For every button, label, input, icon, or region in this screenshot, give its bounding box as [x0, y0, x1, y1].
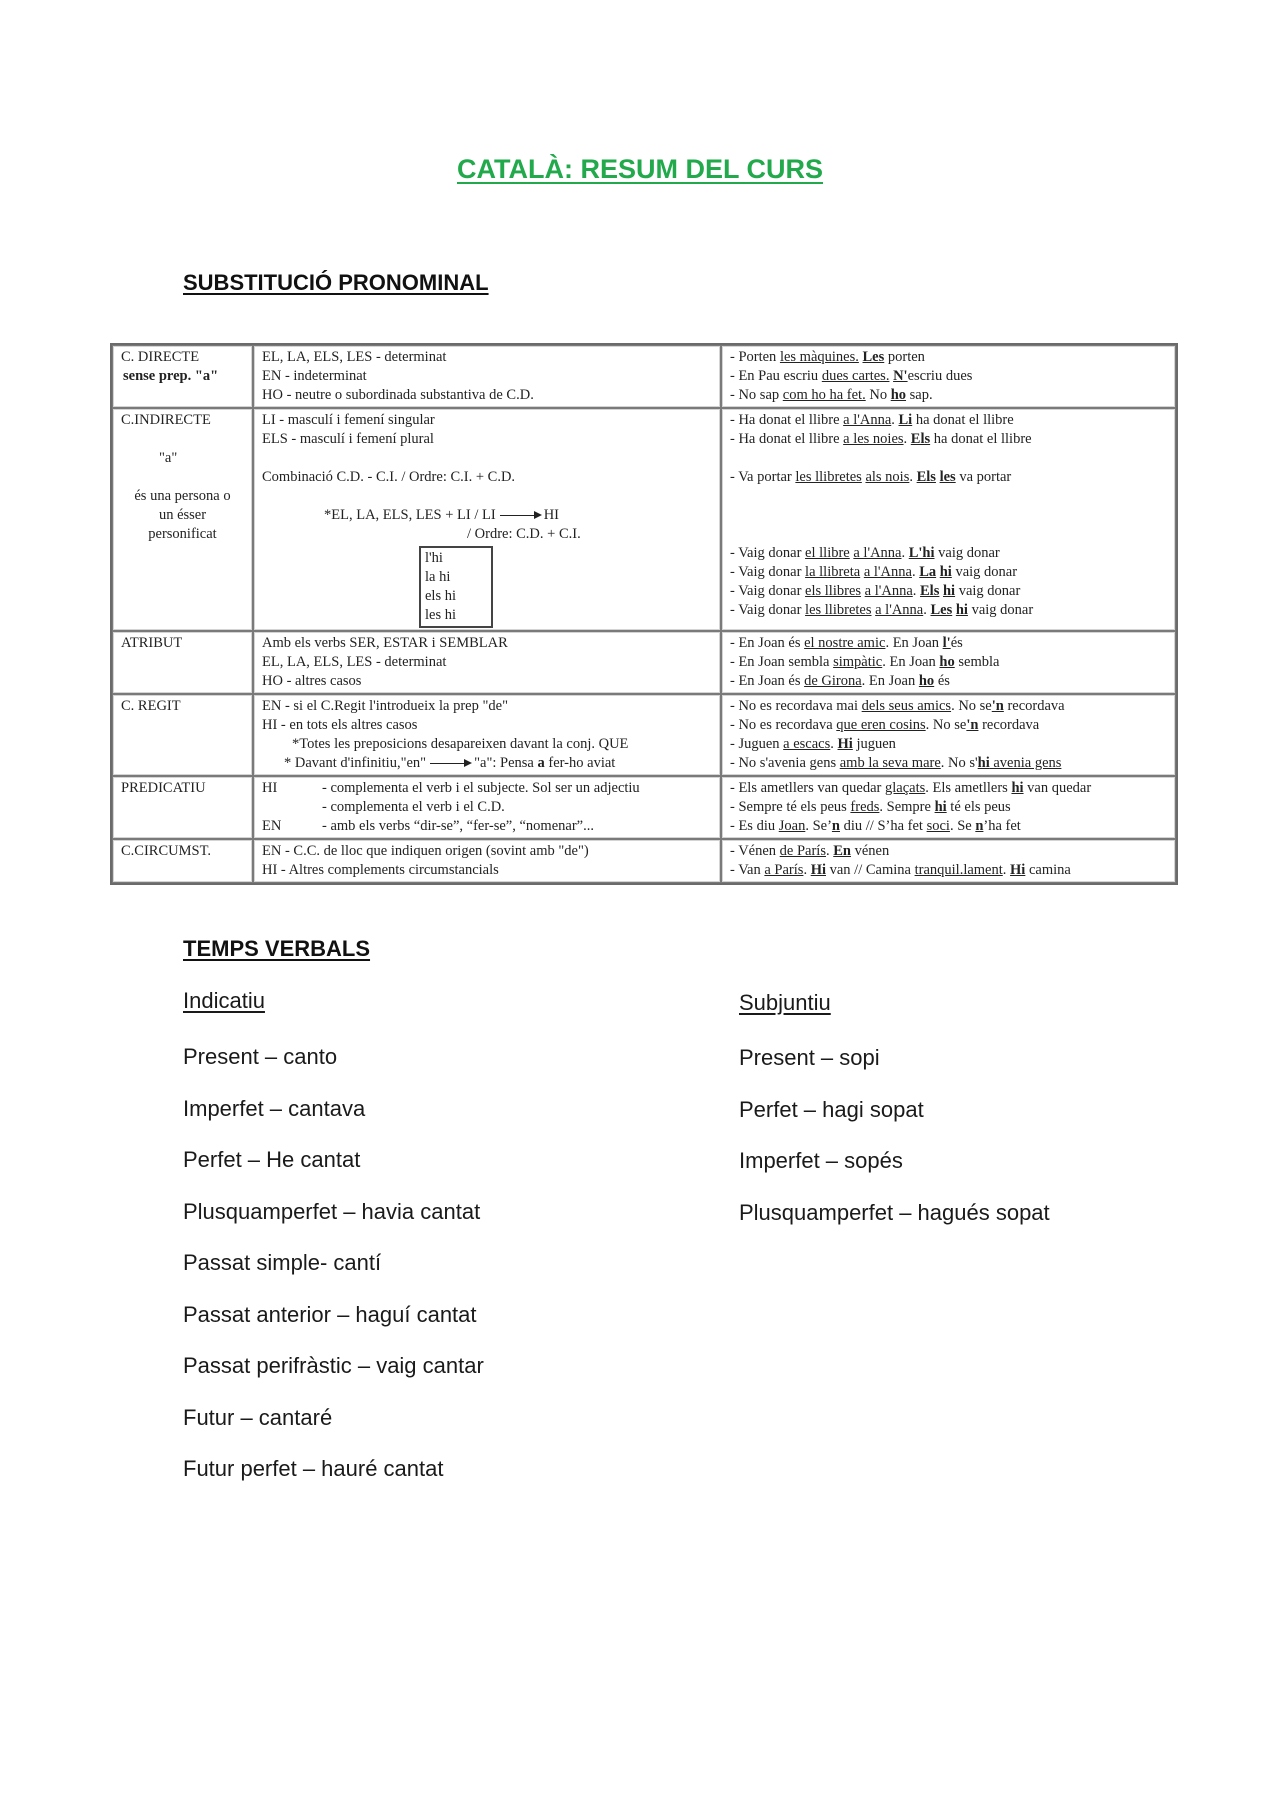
cell-rule: [253, 345, 721, 408]
subjuntiu-heading: Subjuntiu: [739, 990, 831, 1015]
combination-item: l'hi: [425, 550, 443, 566]
rule-line: HI - Altres complements circumstancials: [262, 862, 499, 878]
cell-category: [112, 694, 253, 776]
arrow-right-icon: [500, 515, 540, 516]
table-row-regit: [112, 694, 1176, 776]
rule-line: ELS - masculí i femení plural: [262, 431, 434, 447]
rule-line: Amb els verbs SER, ESTAR i SEMBLAR: [262, 635, 508, 651]
example-line: - En Joan és de Girona. En Joan ho és: [730, 673, 950, 689]
rule-line: EN - amb els verbs “dir-se”, “fer-se”, “nomenar”...: [262, 818, 594, 834]
list-item: Passat simple- cantí: [183, 1250, 382, 1275]
category-note: és una persona o: [134, 488, 231, 504]
cell-category: [112, 839, 253, 883]
pronominal-table-container: [110, 343, 1174, 885]
category-label: C. DIRECTE: [121, 349, 200, 365]
cell-category: [112, 631, 253, 694]
category-label: C.INDIRECTE: [121, 412, 211, 428]
rule-line: EL, LA, ELS, LES - determinat: [262, 349, 447, 365]
cell-example: [721, 345, 1176, 408]
section-heading-temps: TEMPS VERBALS: [183, 936, 371, 961]
indicatiu-list: [183, 1042, 484, 1506]
cell-rule: [253, 839, 721, 883]
cell-category: [112, 776, 253, 839]
table-row-atribut: [112, 631, 1176, 694]
combination-item: la hi: [425, 569, 451, 585]
example-line: - Va portar les llibretes als nois. Els les va portar: [730, 469, 1012, 485]
category-label: C. REGIT: [121, 698, 181, 714]
category-note: un ésser: [158, 507, 207, 523]
example-line: - Els ametllers van quedar glaçats. Els ametllers hi van quedar: [730, 780, 1092, 796]
cell-rule: [253, 776, 721, 839]
rule-line: - complementa el verb i el C.D.: [322, 799, 505, 815]
rule-line: * Davant d'infinitiu,"en" "a": Pensa a fer-ho aviat: [284, 755, 616, 771]
example-line: - Ha donat el llibre a l'Anna. Li ha donat el llibre: [730, 412, 1014, 428]
list-item: Passat anterior – haguí cantat: [183, 1301, 477, 1327]
table-row-circumst: [112, 839, 1176, 883]
rule-line: HI - en tots els altres casos: [262, 717, 418, 733]
example-line: - En Pau escriu dues cartes. N'escriu dues: [730, 368, 973, 384]
list-item: Plusquamperfet – havia cantat: [183, 1198, 481, 1224]
example-line: - Sempre té els peus freds. Sempre hi té els peus: [730, 799, 1011, 815]
example-line: - Vaig donar els llibres a l'Anna. Els hi vaig donar: [730, 583, 1021, 599]
category-note: personificat: [148, 526, 217, 542]
rule-line: HO - neutre o subordinada substantiva de C.D.: [262, 387, 534, 403]
category-label: PREDICATIU: [121, 780, 206, 796]
list-item: Futur – cantaré: [183, 1404, 333, 1430]
rule-line: LI - masculí i femení singular: [262, 412, 435, 428]
page-title: CATALÀ: RESUM DEL CURS: [457, 154, 823, 184]
example-line: - No es recordava mai dels seus amics. No se'n recordava: [730, 698, 1065, 714]
example-line: - Ha donat el llibre a les noies. Els ha donat el llibre: [730, 431, 1032, 447]
rule-line: EN - C.C. de lloc que indiquen origen (sovint amb "de"): [262, 843, 589, 859]
combination-item: les hi: [425, 607, 457, 623]
category-label: ATRIBUT: [121, 635, 183, 651]
category-note: sense prep. "a": [123, 368, 219, 384]
rule-line: HO - altres casos: [262, 673, 362, 689]
cell-example: [721, 839, 1176, 883]
rule-line: / Ordre: C.D. + C.I.: [467, 526, 581, 542]
example-line: - Vaig donar el llibre a l'Anna. L'hi vaig donar: [730, 545, 1000, 561]
example-line: - Vénen de París. En vénen: [730, 843, 890, 859]
rule-line: *EL, LA, ELS, LES + LI / LI HI: [324, 507, 559, 523]
category-note: "a": [159, 450, 178, 466]
list-item: Passat perifràstic – vaig cantar: [183, 1353, 484, 1378]
list-item: Imperfet – cantava: [183, 1095, 366, 1121]
category-label: C.CIRCUMST.: [121, 843, 211, 859]
example-line: - No sap com ho ha fet. No ho sap.: [730, 387, 933, 403]
list-item: Plusquamperfet – hagués sopat: [739, 1199, 1050, 1225]
example-line: - Porten les màquines. Les porten: [730, 349, 925, 365]
table-row-directe: [112, 345, 1176, 408]
indicatiu-heading: Indicatiu: [183, 988, 265, 1013]
pronominal-table: [110, 343, 1178, 885]
rule-line: EL, LA, ELS, LES - determinat: [262, 654, 447, 670]
example-line: - Es diu Joan. Se’n diu // S’ha fet soci. Se n’ha fet: [730, 818, 1021, 834]
cell-category: [112, 408, 253, 631]
cell-rule: [253, 408, 721, 631]
list-item: Present – canto: [183, 1044, 338, 1069]
arrow-right-icon: [430, 763, 470, 764]
cell-rule: [253, 631, 721, 694]
list-item: Perfet – He cantat: [183, 1147, 361, 1172]
list-item: Futur perfet – hauré cantat: [183, 1456, 444, 1481]
section-heading-pronominal: SUBSTITUCIÓ PRONOMINAL: [183, 270, 489, 295]
example-line: - En Joan sembla simpàtic. En Joan ho sembla: [730, 654, 1000, 670]
list-item: Imperfet – sopés: [739, 1148, 903, 1173]
cell-category: [112, 345, 253, 408]
example-line: - No es recordava que eren cosins. No se'n recordava: [730, 717, 1040, 733]
example-line: - En Joan és el nostre amic. En Joan l'és: [730, 635, 963, 651]
combination-item: els hi: [425, 588, 457, 604]
rule-line: EN - si el C.Regit l'introdueix la prep "de": [262, 698, 508, 714]
subjuntiu-list: [739, 1043, 1050, 1249]
combination-box: [419, 546, 493, 628]
cell-example: [721, 776, 1176, 839]
cell-example: [721, 408, 1176, 631]
example-line: - Van a París. Hi van // Camina tranquil.lament. Hi camina: [730, 862, 1071, 878]
cell-rule: [253, 694, 721, 776]
cell-example: [721, 631, 1176, 694]
rule-line: HI - complementa el verb i el subjecte. Sol ser un adjectiu: [262, 780, 640, 796]
table-row-predicatiu: [112, 776, 1176, 839]
example-line: - Juguen a escacs. Hi juguen: [730, 736, 896, 752]
list-item: Present – sopi: [739, 1045, 880, 1070]
rule-line: Combinació C.D. - C.I. / Ordre: C.I. + C.D.: [262, 469, 516, 485]
list-item: Perfet – hagi sopat: [739, 1096, 924, 1122]
example-line: - Vaig donar la llibreta a l'Anna. La hi vaig donar: [730, 564, 1018, 580]
example-line: - Vaig donar les llibretes a l'Anna. Les hi vaig donar: [730, 602, 1034, 618]
rule-line: EN - indeterminat: [262, 368, 367, 384]
cell-example: [721, 694, 1176, 776]
example-line: - No s'avenia gens amb la seva mare. No s'hi avenia gens: [730, 755, 1062, 771]
table-row-indirecte: [112, 408, 1176, 631]
rule-line: *Totes les preposicions desapareixen davant la conj. QUE: [292, 736, 629, 752]
